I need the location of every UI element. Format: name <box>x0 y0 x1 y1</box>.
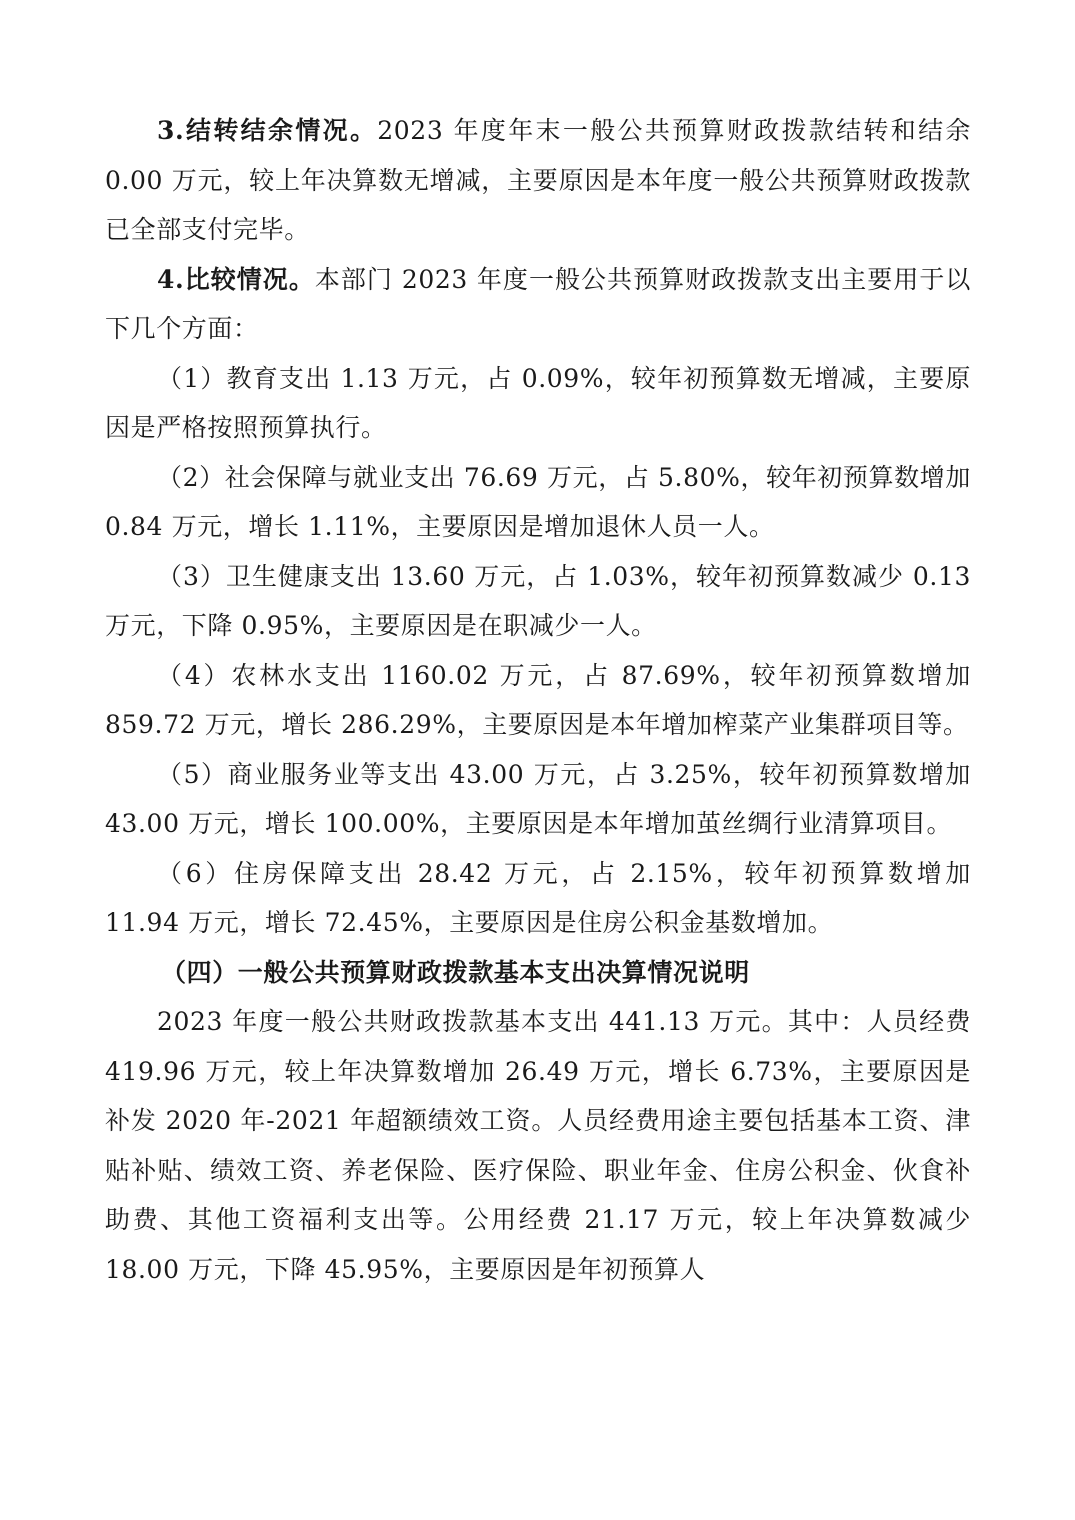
paragraph-lead: 3.结转结余情况。 <box>157 116 378 145</box>
paragraph-education: （1）教育支出 1.13 万元，占 0.09%，较年初预算数无增减，主要原因是严格按照预算执行。 <box>105 363 971 442</box>
paragraph-text: 2023 年度年末一般公共预算财政拨款结转和结余 0.00 万元，较上年决算数无增减，主要原因是本年度一般公共预算财政拨款已全部支付完毕。 <box>105 116 972 244</box>
paragraph-housing: （6）住房保障支出 28.42 万元，占 2.15%，较年初预算数增加 11.94 万元，增长 72.45%，主要原因是住房公积金基数增加。 <box>105 858 971 937</box>
paragraph-carryover-balance <box>105 106 971 255</box>
section-heading: （四）一般公共预算财政拨款基本支出决算情况说明 <box>161 957 750 987</box>
paragraph-social-security: （2）社会保障与就业支出 76.69 万元，占 5.80%，较年初预算数增加 0.84 万元，增长 1.11%，主要原因是增加退休人员一人。 <box>105 462 971 541</box>
paragraph-agriculture: （4）农林水支出 1160.02 万元，占 87.69%，较年初预算数增加 859.72 万元，增长 286.29%，主要原因是本年增加榨菜产业集群项目等。 <box>105 660 971 739</box>
paragraph-commerce: （5）商业服务业等支出 43.00 万元，占 3.25%，较年初预算数增加 43.00 万元，增长 100.00%，主要原因是本年增加茧丝绸行业清算项目。 <box>105 759 971 838</box>
paragraph-text: 本部门 2023 年度一般公共预算财政拨款支出主要用于以下几个方面： <box>105 264 971 343</box>
document-page <box>105 106 971 1294</box>
paragraph-comparison <box>105 255 971 354</box>
paragraph-lead: 4.比较情况。 <box>157 264 315 294</box>
paragraph-health: （3）卫生健康支出 13.60 万元，占 1.03%，较年初预算数减少 0.13 万元，下降 0.95%，主要原因是在职减少一人。 <box>105 561 971 640</box>
paragraph-basic-expenditure: 2023 年度一般公共财政拨款基本支出 441.13 万元。其中：人员经费 419.96 万元，较上年决算数增加 26.49 万元，增长 6.73%，主要原因是补发 2020 年-2021 年超额绩效工资。人员经费用途主要包括基本工资、津贴补贴、绩效工资、养老保险、医疗保险、职业年金、住房公积金、伙食补助费、其他工资福利支出等。公用经费 21.17 万元，较上年决算数减少 18.00 万元，下降 45.95%，主要原因是年初预算人 <box>105 1007 971 1284</box>
